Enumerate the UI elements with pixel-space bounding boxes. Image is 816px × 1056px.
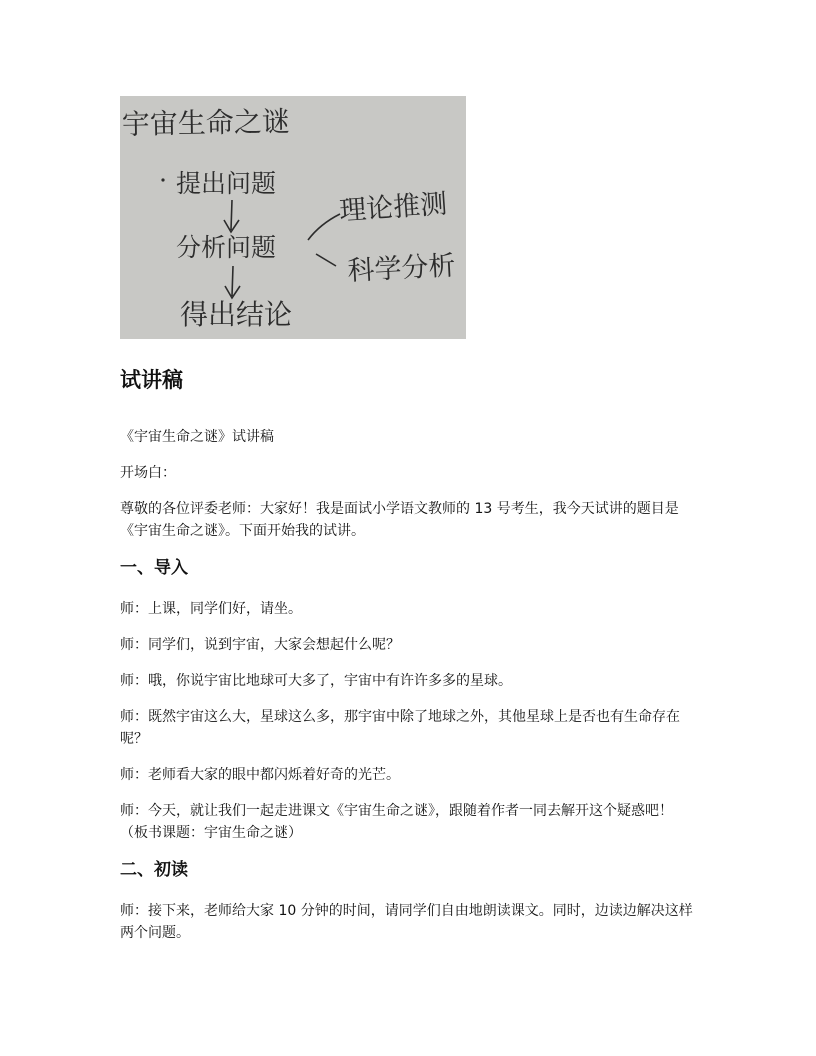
photo-title: 宇宙生命之谜	[121, 105, 291, 141]
lecture-title-line: 《宇宙生命之谜》试讲稿	[120, 429, 274, 445]
photo-step-3: 得出结论	[180, 298, 293, 331]
photo-branch-1: 理论推测	[338, 188, 449, 227]
bullet-dot	[161, 178, 164, 181]
section-heading-intro: 一、导入	[120, 558, 188, 578]
paragraph: 师：哦，你说宇宙比地球可大多了，宇宙中有许许多多的星球。	[120, 673, 512, 689]
photo-branch-2: 科学分析	[346, 250, 457, 287]
paragraph: 师：上课，同学们好，请坐。	[120, 601, 302, 617]
photo-step-2: 分析问题	[176, 233, 277, 262]
photo-step-1: 提出问题	[176, 169, 277, 198]
mind-map-sketch	[120, 96, 466, 339]
paragraph: 师：老师看大家的眼中都闪烁着好奇的光芒。	[120, 767, 400, 783]
opening-paragraph: 尊敬的各位评委老师：大家好！我是面试小学语文教师的 13 号考生，我今天试讲的题目是《宇宙生命之谜》。下面开始我的试讲。	[120, 501, 679, 539]
paragraph: 师：既然宇宙这么大，星球这么多，那宇宙中除了地球之外，其他星球上是否也有生命存在呢？	[120, 709, 680, 747]
paragraph: 师：接下来，老师给大家 10 分钟的时间，请同学们自由地朗读课文。同时，边读边解决这样两个问题。	[120, 903, 693, 941]
section-heading-first-reading: 二、初读	[120, 860, 188, 880]
paragraph: 师：同学们，说到宇宙，大家会想起什么呢？	[120, 637, 400, 653]
document-title: 试讲稿	[120, 368, 183, 392]
blackboard-photo	[120, 96, 466, 339]
document-body	[120, 360, 700, 958]
opening-label: 开场白：	[120, 465, 176, 481]
paragraph: 师：今天，就让我们一起走进课文《宇宙生命之谜》，跟随着作者一同去解开这个疑惑吧！（板书课题：宇宙生命之谜）	[120, 803, 673, 841]
